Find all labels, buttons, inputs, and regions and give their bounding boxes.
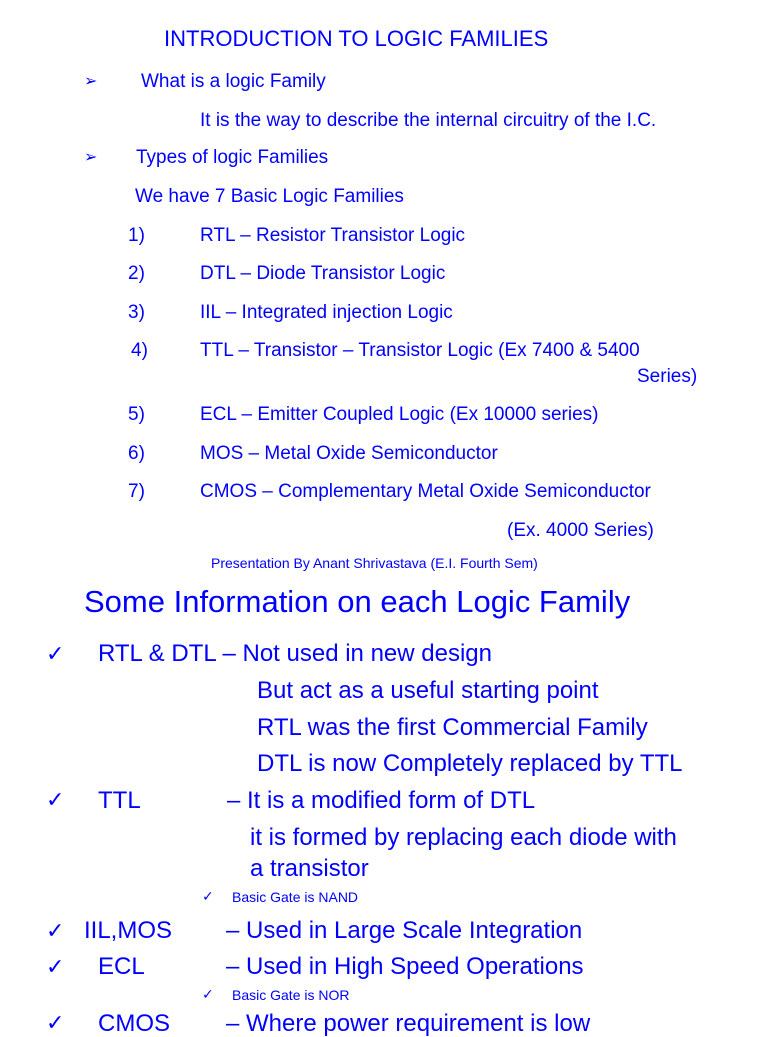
ttl-line: a transistor	[250, 855, 369, 882]
list-item-iil: IIL – Integrated injection Logic	[200, 302, 453, 323]
presentation-footer: Presentation By Anant Shrivastava (E.I. Fourth Sem)	[211, 555, 538, 571]
arrowhead-bullet-icon: ➢	[84, 73, 98, 90]
iil-mos-description: – Used in Large Scale Integration	[226, 917, 583, 944]
ttl-label: TTL	[98, 787, 141, 814]
rtl-dtl-line: RTL was the first Commercial Family	[257, 714, 648, 741]
cmos-label: CMOS	[98, 1010, 170, 1037]
rtl-dtl-label: RTL & DTL – Not used in new design	[98, 640, 492, 667]
list-item-number: 6)	[128, 443, 145, 464]
list-item-ecl: ECL – Emitter Coupled Logic (Ex 10000 series)	[200, 404, 599, 425]
ecl-label: ECL	[98, 953, 145, 980]
list-item-number: 1)	[128, 225, 145, 246]
rtl-dtl-line: But act as a useful starting point	[257, 677, 599, 704]
ttl-description: – It is a modified form of DTL	[227, 787, 536, 814]
list-item-cmos-continuation: (Ex. 4000 Series)	[507, 520, 654, 541]
list-item-number: 4)	[131, 340, 148, 361]
ecl-basic-gate: Basic Gate is NOR	[232, 987, 350, 1003]
checkmark-bullet-icon: ✓	[202, 888, 214, 904]
checkmark-bullet-icon: ✓	[46, 787, 65, 812]
intro-seven-families: We have 7 Basic Logic Families	[135, 186, 404, 207]
slide1-title: INTRODUCTION TO LOGIC FAMILIES	[164, 26, 549, 51]
list-item-rtl: RTL – Resistor Transistor Logic	[200, 225, 466, 246]
list-item-number: 3)	[128, 302, 145, 323]
slide2-title: Some Information on each Logic Family	[84, 584, 631, 619]
checkmark-bullet-icon: ✓	[46, 954, 65, 979]
question-what-is-logic-family: What is a logic Family	[141, 71, 326, 92]
answer-logic-family: It is the way to describe the internal circuitry of the I.C.	[200, 110, 657, 131]
list-item-ttl: TTL – Transistor – Transistor Logic (Ex 7400 & 5400	[200, 340, 640, 361]
list-item-dtl: DTL – Diode Transistor Logic	[200, 263, 446, 284]
arrowhead-bullet-icon: ➢	[84, 149, 98, 166]
ttl-basic-gate: Basic Gate is NAND	[232, 889, 359, 905]
list-item-number: 7)	[128, 481, 145, 502]
checkmark-bullet-icon: ✓	[202, 986, 214, 1002]
list-item-ttl-continuation: Series)	[637, 366, 698, 387]
list-item-number: 2)	[128, 263, 145, 284]
list-item-cmos: CMOS – Complementary Metal Oxide Semiconductor	[200, 481, 651, 502]
cmos-description: – Where power requirement is low	[226, 1010, 591, 1037]
ecl-description: – Used in High Speed Operations	[226, 953, 584, 980]
iil-mos-label: IIL,MOS	[84, 917, 173, 944]
question-types-of-families: Types of logic Families	[136, 147, 329, 168]
checkmark-bullet-icon: ✓	[46, 918, 65, 943]
checkmark-bullet-icon: ✓	[46, 1010, 65, 1035]
list-item-number: 5)	[128, 404, 145, 425]
rtl-dtl-line: DTL is now Completely replaced by TTL	[257, 750, 683, 777]
ttl-line: it is formed by replacing each diode with	[250, 824, 677, 851]
checkmark-bullet-icon: ✓	[46, 641, 65, 666]
list-item-mos: MOS – Metal Oxide Semiconductor	[200, 443, 498, 464]
